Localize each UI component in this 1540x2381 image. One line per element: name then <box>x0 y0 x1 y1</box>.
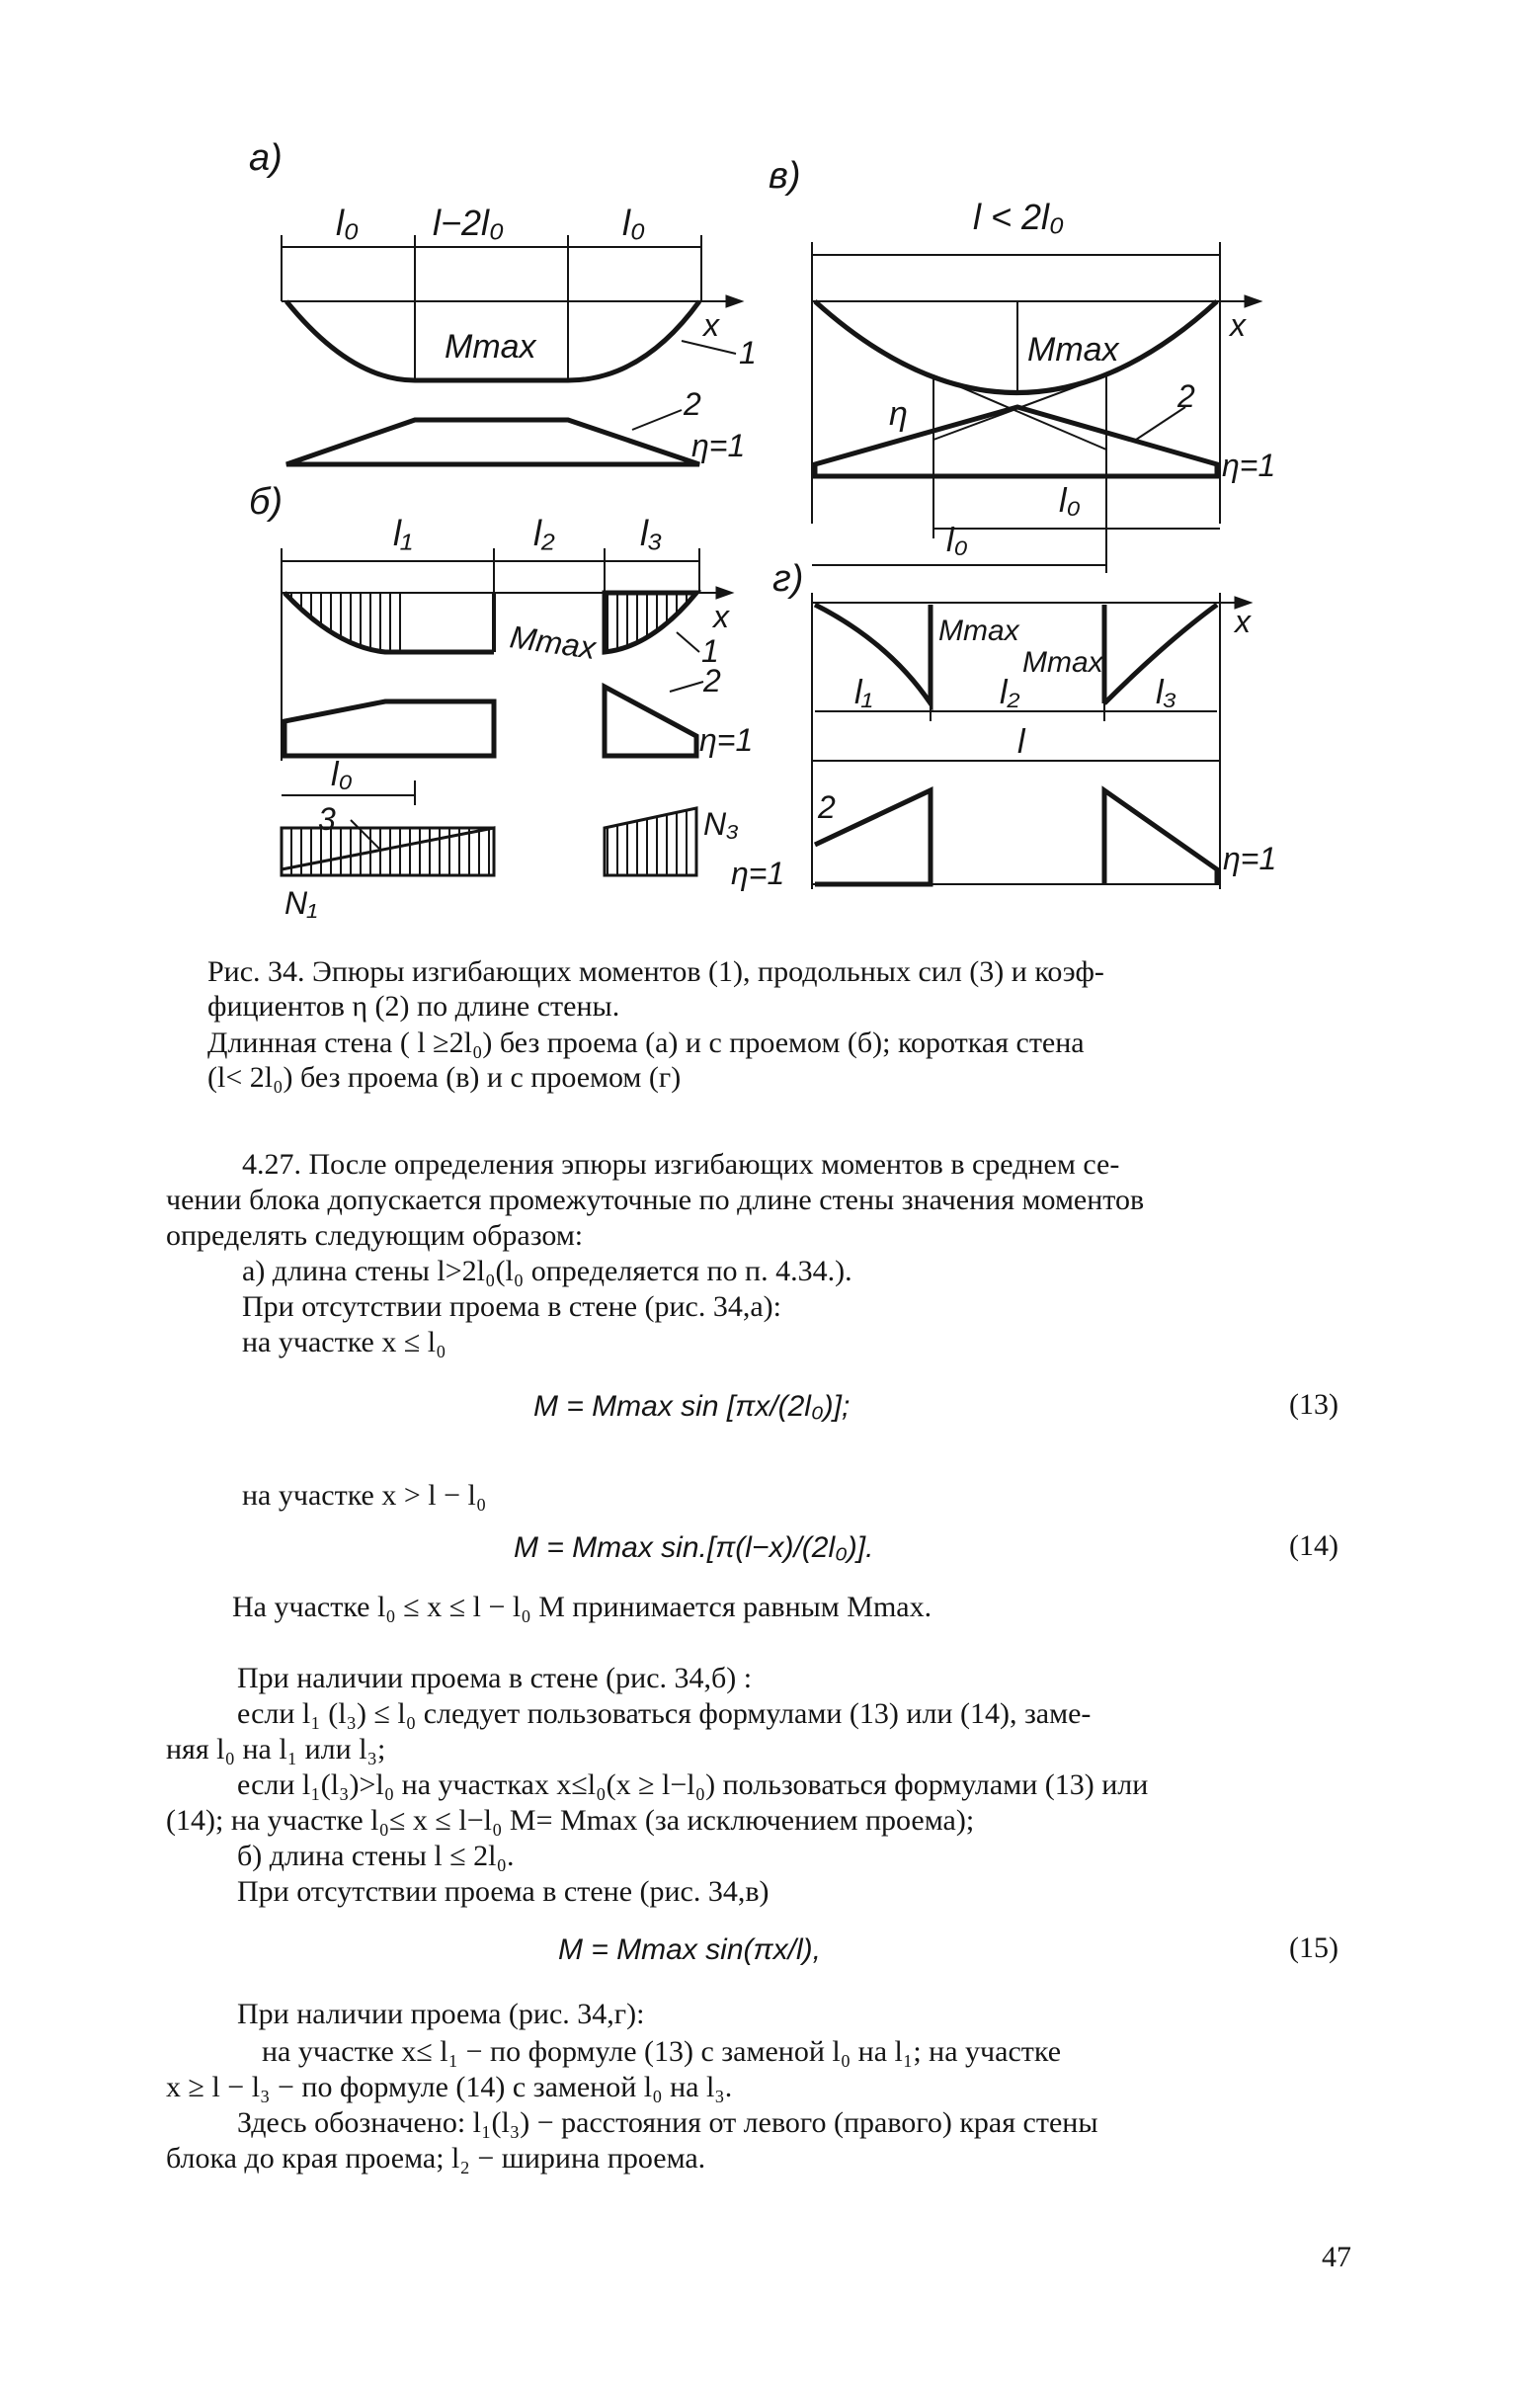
b-force-right <box>605 808 696 875</box>
b-eta-left <box>284 701 494 756</box>
equation-13-number: (13) <box>1289 1388 1338 1421</box>
figure-34 <box>0 0 1540 948</box>
b-curve-2: 2 <box>703 663 721 698</box>
para-18: x ≥ l − l₃ − по формуле (14) с заменой l₀ на l₃. <box>166 2071 733 2103</box>
para-10: если l₁ (l₃) ≤ l₀ следует пользоваться формулами (13) или (14), заме- <box>237 1697 1092 1730</box>
para-17: на участке x≤ l₁ − по формуле (13) с заменой l₀ на l₁; на участке <box>262 2035 1062 2068</box>
para-7: на участке x > l − l₀ <box>242 1479 487 1512</box>
b-l0-label: l₀ <box>331 756 353 793</box>
g-eta-1: η=1 <box>1223 841 1277 876</box>
g-curve-2: 2 <box>818 789 836 825</box>
b-dim-l1: l₁ <box>393 513 413 553</box>
para-4: а) длина стены l>2l₀(l₀ определяется по п. 4.34.). <box>242 1255 852 1287</box>
a-eta-epure <box>286 420 699 464</box>
equation-13: M = Mmax sin [πx/(2l₀)]; <box>533 1390 851 1423</box>
g-axis-x: x <box>1235 604 1251 639</box>
para-6: на участке x ≤ l₀ <box>242 1326 446 1358</box>
a-axis-x: x <box>703 307 719 343</box>
b-dim-l2: l₂ <box>533 513 555 553</box>
para-14: б) длина стены l ≤ 2l₀. <box>237 1840 515 1872</box>
b-eta-1-bottom: η=1 <box>731 856 785 891</box>
para-11: няя l₀ на l₁ или l₃; <box>166 1733 386 1765</box>
b-moment-left-hatch <box>284 593 405 652</box>
panel-label-b: б) <box>249 481 284 523</box>
g-dim-l: l <box>1017 723 1025 761</box>
v-eta-1: η=1 <box>1222 448 1276 483</box>
b-curve-1: 1 <box>701 633 719 669</box>
equation-15: M = Mmax sin(πx/l), <box>558 1933 821 1966</box>
b-eta-right <box>605 687 696 756</box>
v-l0-upper: l₀ <box>1059 482 1081 520</box>
a-dim-middle: l−2l₀ <box>433 203 505 243</box>
caption-line-4: (l< 2l₀) без проема (в) и с проемом (г) <box>207 1061 682 1094</box>
g-dim-l3: l₃ <box>1156 674 1177 711</box>
b-dim-l3: l₃ <box>640 513 663 553</box>
g-dim-l2: l₂ <box>1000 674 1020 711</box>
v-axis-x: x <box>1230 307 1246 343</box>
para-16: При наличии проема (рис. 34,г): <box>237 1998 645 2030</box>
panel-g-diagram <box>812 593 1252 889</box>
para-13: (14); на участке l₀≤ x ≤ l−l₀ M= Mmax (за исключением проема); <box>166 1804 975 1837</box>
g-mmax-left: Mmax <box>938 615 1019 647</box>
equation-15-number: (15) <box>1289 1931 1338 1964</box>
para-9: При наличии проема в стене (рис. 34,б) : <box>237 1662 753 1694</box>
caption-line-3: Длинная стена ( l ≥2l₀) без проема (а) и с проемом (б); короткая стена <box>207 1026 1085 1059</box>
para-19: Здесь обозначено: l₁(l₃) − расстояния от левого (правого) края стены <box>237 2106 1098 2139</box>
a-curve-1: 1 <box>739 335 757 370</box>
v-eta-epure <box>815 407 1217 476</box>
page-number: 47 <box>1322 2241 1351 2273</box>
caption-line-1: Рис. 34. Эпюры изгибающих моментов (1), продольных сил (3) и коэф- <box>207 955 1104 988</box>
b-axis-x: x <box>713 599 729 634</box>
para-2: чении блока допускается промежуточные по длине стены значения моментов <box>166 1184 1145 1216</box>
para-3: определять следующим образом: <box>166 1219 584 1252</box>
g-eta-right-tri <box>1104 790 1217 884</box>
a-eta-1: η=1 <box>691 428 746 463</box>
a-dim-l0-right: l₀ <box>622 203 646 243</box>
panel-b-diagram <box>282 548 733 875</box>
panel-label-a: а) <box>249 137 283 179</box>
para-5: При отсутствии проема в стене (рис. 34,а): <box>242 1290 782 1323</box>
g-dim-l1: l₁ <box>854 674 873 711</box>
g-mmax-right: Mmax <box>1022 646 1103 679</box>
v-eta-label: η <box>889 395 908 433</box>
b-eta-1: η=1 <box>699 722 754 758</box>
para-15: При отсутствии проема в стене (рис. 34,в) <box>237 1875 770 1908</box>
a-dim-l0-left: l₀ <box>336 203 360 243</box>
a-curve-2: 2 <box>684 386 701 422</box>
para-1: 4.27. После определения эпюры изгибающих моментов в среднем се- <box>242 1148 1120 1181</box>
b-moment-right <box>605 593 696 652</box>
para-8: На участке l₀ ≤ x ≤ l − l₀ M принимается равным Mmax. <box>232 1591 932 1623</box>
v-l0-lower: l₀ <box>946 522 968 559</box>
equation-14: M = Mmax sin.[π(l−x)/(2l₀)]. <box>514 1531 874 1564</box>
v-mmax-label: Mmax <box>1027 331 1119 369</box>
a-arrowhead <box>726 295 743 307</box>
panel-label-v: в) <box>769 155 801 197</box>
b-n1-label: N₁ <box>284 885 318 921</box>
b-curve-3: 3 <box>318 801 336 837</box>
equation-14-number: (14) <box>1289 1529 1338 1562</box>
b-n3-label: N₃ <box>703 806 739 842</box>
para-20: блока до края проема; l₂ − ширина проема. <box>166 2142 706 2175</box>
caption-line-2: фициентов η (2) по длине стены. <box>207 990 620 1023</box>
a-mmax-label: Mmax <box>445 328 536 366</box>
b-mmax-label: Mmax <box>508 618 599 667</box>
v-moment-epure <box>815 301 1217 393</box>
para-12: если l₁(l₃)>l₀ на участках x≤l₀(x ≥ l−l₀) пользоваться формулами (13) или <box>237 1768 1149 1801</box>
v-dim-label: l < 2l₀ <box>973 197 1065 237</box>
g-moment-left <box>815 605 931 703</box>
panel-label-g: г) <box>772 558 804 600</box>
v-curve-2: 2 <box>1177 378 1195 414</box>
